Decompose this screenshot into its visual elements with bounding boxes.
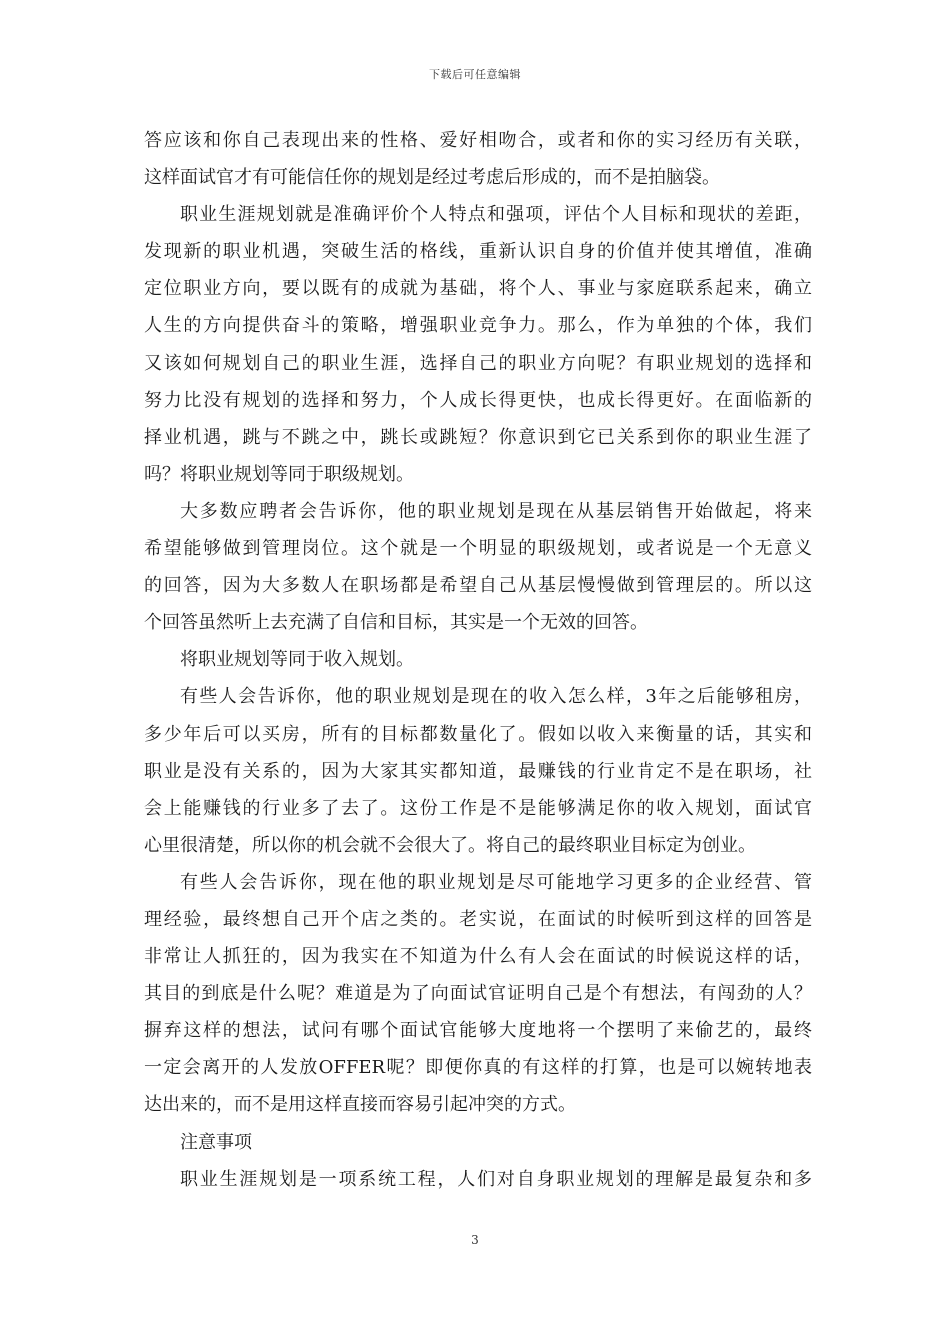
text-line: 会上能赚钱的行业多了去了。这份工作是不是能够满足你的收入规划，面试官 xyxy=(144,797,812,819)
text-line: 这样面试官才有可能信任你的规划是经过考虑后形成的，而不是拍脑袋。 xyxy=(144,167,720,189)
text-line: 职业生涯规划是一项系统工程，人们对自身职业规划的理解是最复杂和多 xyxy=(180,1168,812,1190)
text-line: 多少年后可以买房，所有的目标都数量化了。假如以收入来衡量的话，其实和 xyxy=(144,723,812,745)
text-line: 人生的方向提供奋斗的策略，增强职业竞争力。那么，作为单独的个体，我们 xyxy=(144,315,812,337)
text-line: 有些人会告诉你，他的职业规划是现在的收入怎么样，3年之后能够租房， xyxy=(180,686,812,708)
text-line: 理经验，最终想自己开个店之类的。老实说，在面试的时候听到这样的回答是 xyxy=(144,908,812,930)
section-heading: 注意事项 xyxy=(180,1131,252,1153)
text-line: 吗？将职业规划等同于职级规划。 xyxy=(144,463,414,485)
document-body xyxy=(144,122,812,1198)
text-line: 非常让人抓狂的，因为我实在不知道为什么有人会在面试的时候说这样的话， xyxy=(144,946,812,968)
text-line: 摒弃这样的想法，试问有哪个面试官能够大度地将一个摆明了来偷艺的，最终 xyxy=(144,1020,812,1042)
text-line: 择业机遇，跳与不跳之中，跳长或跳短？你意识到它已关系到你的职业生涯了 xyxy=(144,426,812,448)
text-line: 又该如何规划自己的职业生涯，选择自己的职业方向呢？有职业规划的选择和 xyxy=(144,352,812,374)
text-line: 职业是没有关系的，因为大家其实都知道，最赚钱的行业肯定不是在职场，社 xyxy=(144,760,812,782)
text-line: 希望能够做到管理岗位。这个就是一个明显的职级规划，或者说是一个无意义 xyxy=(144,538,812,560)
text-line: 将职业规划等同于收入规划。 xyxy=(180,649,414,671)
text-line: 大多数应聘者会告诉你，他的职业规划是现在从基层销售开始做起，将来 xyxy=(180,500,812,522)
text-line: 一定会离开的人发放OFFER呢？即便你真的有这样的打算，也是可以婉转地表 xyxy=(144,1057,812,1079)
text-line: 职业生涯规划就是准确评价个人特点和强项，评估个人目标和现状的差距， xyxy=(180,204,812,226)
text-line: 的回答，因为大多数人在职场都是希望自己从基层慢慢做到管理层的。所以这 xyxy=(144,575,812,597)
text-line: 心里很清楚，所以你的机会就不会很大了。将自己的最终职业目标定为创业。 xyxy=(144,834,756,856)
text-line: 努力比没有规划的选择和努力，个人成长得更快，也成长得更好。在面临新的 xyxy=(144,389,812,411)
text-line: 个回答虽然听上去充满了自信和目标，其实是一个无效的回答。 xyxy=(144,612,648,634)
text-line: 定位职业方向，要以既有的成就为基础，将个人、事业与家庭联系起来，确立 xyxy=(144,278,812,300)
text-line: 达出来的，而不是用这样直接而容易引起冲突的方式。 xyxy=(144,1094,576,1116)
text-line: 发现新的职业机遇，突破生活的格线，重新认识自身的价值并使其增值，准确 xyxy=(144,241,812,263)
page-header: 下载后可任意编辑 xyxy=(429,68,521,81)
text-line: 答应该和你自己表现出来的性格、爱好相吻合，或者和你的实习经历有关联， xyxy=(144,130,812,151)
text-line: 其目的到底是什么呢？难道是为了向面试官证明自己是个有想法，有闯劲的人？ xyxy=(144,983,812,1005)
page-number: 3 xyxy=(471,1233,479,1247)
text-line: 有些人会告诉你，现在他的职业规划是尽可能地学习更多的企业经营、管 xyxy=(180,871,812,893)
